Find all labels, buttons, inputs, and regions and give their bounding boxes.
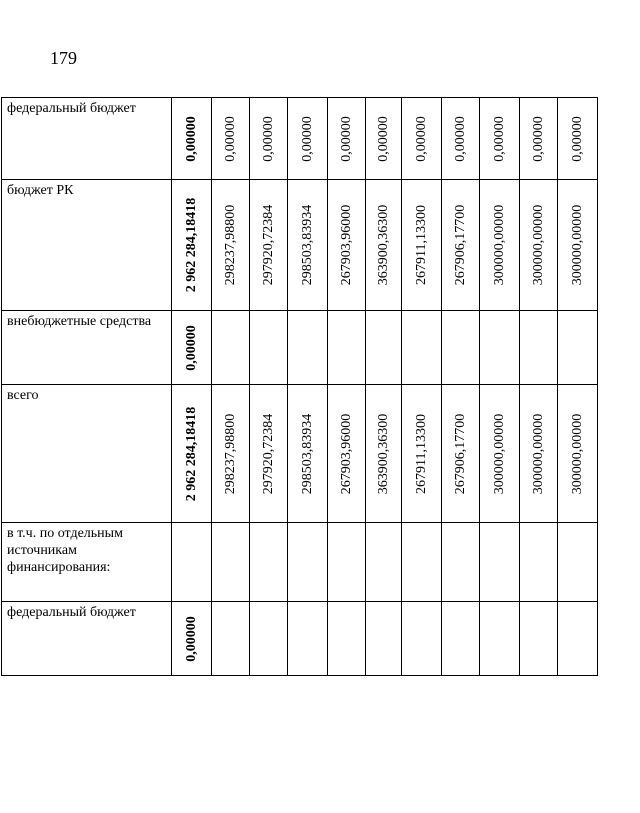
table-row	[2, 385, 598, 523]
row-label: в т.ч. по отдельным источникам финансирования:	[2, 523, 172, 602]
year-value-cell	[288, 602, 328, 676]
year-value-cell	[442, 523, 480, 602]
row-label: бюджет РК	[2, 180, 172, 311]
year-value: 267903,96000	[338, 413, 354, 494]
page-number: 179	[50, 48, 77, 68]
year-value-cell	[328, 602, 366, 676]
year-value-cell	[520, 523, 558, 602]
year-value-cell	[480, 311, 520, 385]
year-value-cell	[366, 311, 402, 385]
year-value-cell	[328, 385, 366, 523]
year-value: 0,00000	[452, 115, 468, 162]
year-value-cell	[212, 602, 250, 676]
year-value: 267911,13300	[413, 205, 429, 285]
year-value-cell	[402, 180, 442, 311]
year-value-cell	[402, 523, 442, 602]
total-value: 0,00000	[183, 324, 199, 371]
year-value-cell	[558, 180, 598, 311]
row-label: внебюджетные средства	[2, 311, 172, 385]
year-value: 0,00000	[222, 115, 238, 162]
year-value-cell	[558, 523, 598, 602]
table-row	[2, 523, 598, 602]
year-value-cell	[250, 385, 288, 523]
table-row	[2, 311, 598, 385]
total-cell	[172, 311, 212, 385]
budget-table	[1, 97, 598, 676]
year-value-cell	[328, 311, 366, 385]
year-value: 363900,36300	[375, 413, 391, 494]
year-value-cell	[480, 385, 520, 523]
year-value-cell	[402, 311, 442, 385]
year-value-cell	[442, 602, 480, 676]
total-cell	[172, 385, 212, 523]
total-value: 2 962 284,18418	[183, 197, 199, 293]
year-value-cell	[442, 385, 480, 523]
year-value-cell	[250, 523, 288, 602]
year-value-cell	[442, 311, 480, 385]
row-label: федеральный бюджет	[2, 602, 172, 676]
year-value: 300000,00000	[569, 204, 585, 286]
year-value-cell	[520, 180, 558, 311]
year-value-cell	[366, 602, 402, 676]
year-value-cell	[480, 602, 520, 676]
year-value-cell	[442, 180, 480, 311]
year-value: 298237,98800	[222, 204, 238, 286]
year-value: 267906,17700	[452, 204, 468, 286]
year-value: 0,00000	[338, 115, 354, 162]
total-value: 0,00000	[183, 615, 199, 662]
year-value-cell	[366, 523, 402, 602]
year-value: 297920,72384	[260, 413, 276, 494]
year-value: 0,00000	[260, 115, 276, 162]
year-value: 297920,72384	[260, 204, 276, 286]
year-value-cell	[212, 311, 250, 385]
year-value-cell	[520, 602, 558, 676]
year-value: 363900,36300	[375, 204, 391, 286]
year-value: 300000,00000	[530, 413, 546, 494]
year-value-cell	[328, 180, 366, 311]
year-value-cell	[402, 385, 442, 523]
year-value: 0,00000	[530, 115, 546, 162]
year-value-cell	[328, 523, 366, 602]
year-value-cell	[328, 98, 366, 180]
year-value-cell	[558, 98, 598, 180]
year-value-cell	[212, 385, 250, 523]
year-value: 0,00000	[569, 115, 585, 162]
year-value-cell	[366, 385, 402, 523]
year-value-cell	[480, 98, 520, 180]
table-row	[2, 602, 598, 676]
year-value: 298237,98800	[222, 413, 238, 494]
year-value-cell	[288, 98, 328, 180]
year-value: 0,00000	[413, 115, 429, 162]
year-value-cell	[366, 98, 402, 180]
year-value: 267906,17700	[452, 413, 468, 494]
total-value: 0,00000	[183, 115, 199, 162]
year-value-cell	[480, 180, 520, 311]
year-value-cell	[250, 98, 288, 180]
year-value: 300000,00000	[530, 204, 546, 286]
row-label: федеральный бюджет	[2, 98, 172, 180]
year-value-cell	[250, 602, 288, 676]
year-value: 267903,96000	[338, 204, 354, 286]
year-value: 0,00000	[299, 115, 315, 162]
year-value-cell	[402, 98, 442, 180]
total-cell	[172, 523, 212, 602]
year-value: 300000,00000	[569, 413, 585, 494]
table-row	[2, 98, 598, 180]
year-value-cell	[520, 385, 558, 523]
year-value: 0,00000	[491, 115, 507, 162]
year-value: 267911,13300	[413, 413, 429, 494]
year-value-cell	[520, 311, 558, 385]
total-value: 2 962 284,18418	[183, 406, 199, 501]
year-value-cell	[402, 602, 442, 676]
year-value: 300000,00000	[491, 413, 507, 494]
year-value-cell	[558, 602, 598, 676]
row-label: всего	[2, 385, 172, 523]
year-value-cell	[480, 523, 520, 602]
table-row	[2, 180, 598, 311]
year-value-cell	[288, 311, 328, 385]
year-value-cell	[558, 311, 598, 385]
total-cell	[172, 602, 212, 676]
year-value: 298503,83934	[299, 413, 315, 494]
total-cell	[172, 180, 212, 311]
year-value-cell	[288, 385, 328, 523]
year-value: 298503,83934	[299, 204, 315, 286]
year-value-cell	[288, 180, 328, 311]
year-value-cell	[520, 98, 558, 180]
year-value-cell	[558, 385, 598, 523]
year-value: 300000,00000	[491, 204, 507, 286]
year-value-cell	[250, 180, 288, 311]
year-value-cell	[442, 98, 480, 180]
year-value: 0,00000	[375, 115, 391, 162]
year-value-cell	[250, 311, 288, 385]
total-cell	[172, 98, 212, 180]
year-value-cell	[212, 180, 250, 311]
year-value-cell	[212, 98, 250, 180]
year-value-cell	[366, 180, 402, 311]
year-value-cell	[212, 523, 250, 602]
year-value-cell	[288, 523, 328, 602]
